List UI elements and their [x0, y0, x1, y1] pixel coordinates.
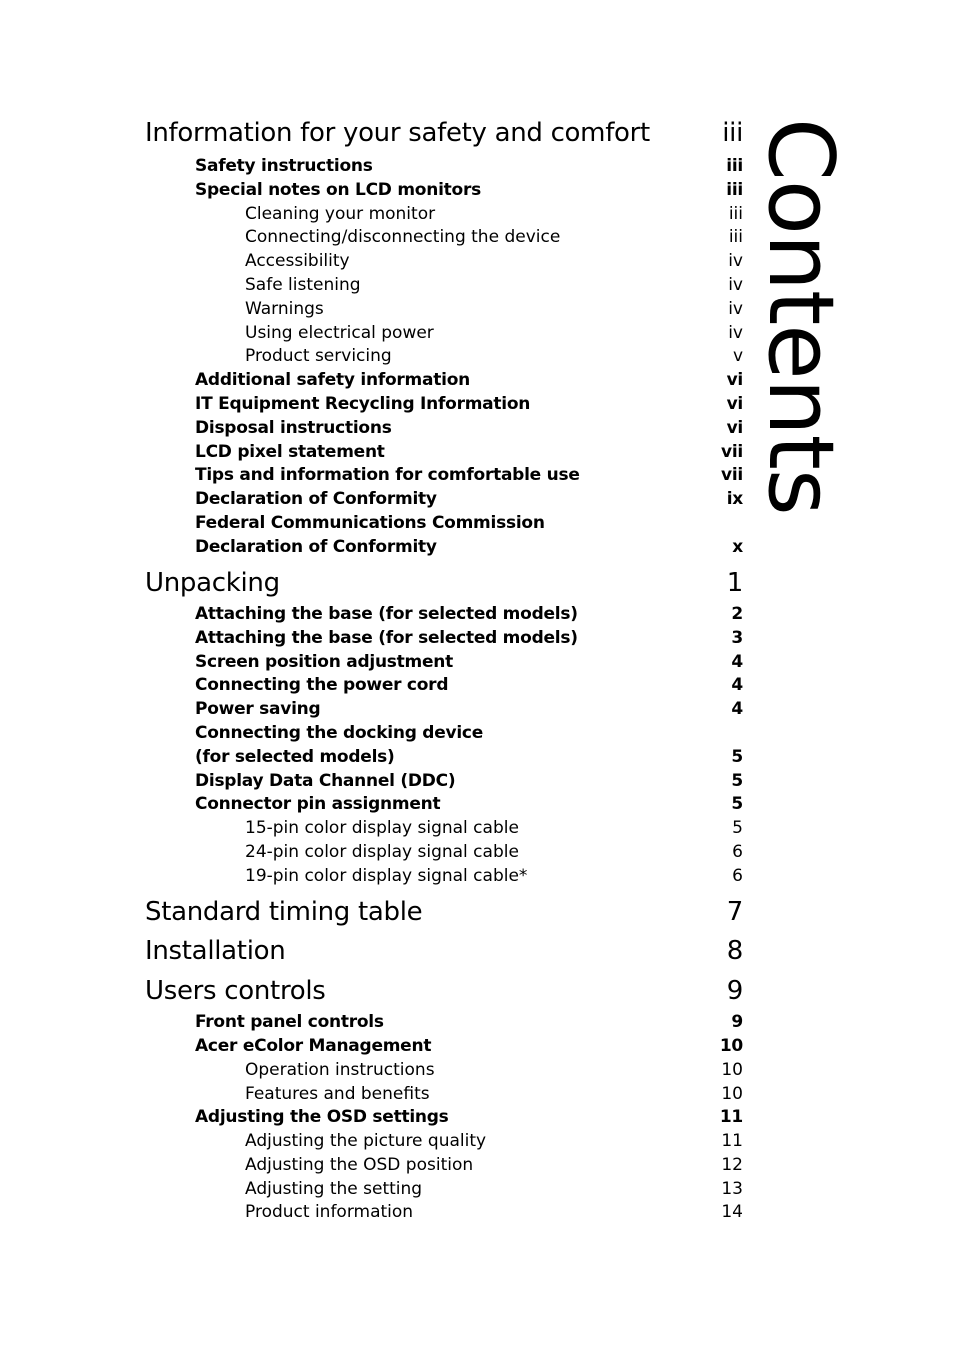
toc-chapter-page: 9: [726, 975, 743, 1006]
toc-section[interactable]: [145, 1011, 743, 1035]
toc-entry-page: 4: [731, 699, 743, 720]
toc-entry-page: vii: [721, 465, 743, 486]
toc-section[interactable]: [145, 179, 743, 203]
toc-chapter-title: Installation: [145, 936, 286, 967]
table-of-contents: [145, 114, 743, 1225]
toc-entry-title: Declaration of Conformity: [195, 489, 437, 510]
toc-section[interactable]: [145, 536, 743, 560]
toc-entry-page: iii: [728, 203, 743, 224]
toc-chapter-page: 1: [726, 567, 743, 598]
toc-entry-page: 10: [721, 1083, 743, 1104]
toc-entry-title: Attaching the base (for selected models): [195, 627, 578, 648]
toc-entry-page: 10: [721, 1059, 743, 1080]
toc-entry-title: Tips and information for comfortable use: [195, 465, 580, 486]
toc-section[interactable]: [145, 155, 743, 179]
toc-section[interactable]: [145, 793, 743, 817]
toc-entry-title: Attaching the base (for selected models): [195, 604, 578, 625]
toc-entry-title: Connector pin assignment: [195, 794, 441, 815]
toc-section[interactable]: [145, 770, 743, 794]
page-heading-contents: Contents: [748, 118, 853, 515]
toc-entry-page: 11: [721, 1131, 743, 1152]
toc-chapter[interactable]: [145, 564, 743, 604]
toc-chapter[interactable]: [145, 114, 743, 155]
toc-entry-title: Adjusting the OSD settings: [195, 1107, 449, 1128]
toc-entry-title: 19-pin color display signal cable*: [245, 865, 528, 886]
toc-subsection[interactable]: [145, 298, 743, 322]
toc-entry-page: 10: [719, 1035, 743, 1056]
toc-entry-page: 14: [721, 1202, 743, 1223]
toc-section[interactable]: [145, 674, 743, 698]
toc-chapter-page: 8: [726, 936, 743, 967]
toc-entry-page: iii: [726, 156, 743, 176]
toc-entry-page: 12: [721, 1154, 743, 1175]
toc-entry-title: Special notes on LCD monitors: [195, 179, 481, 200]
toc-entry-title: Display Data Channel (DDC): [195, 770, 456, 791]
toc-entry-title: Using electrical power: [245, 322, 434, 343]
toc-entry-page: 13: [721, 1178, 743, 1199]
toc-chapter-title: Users controls: [145, 975, 326, 1006]
toc-section[interactable]: [145, 722, 743, 746]
toc-entry-title: Connecting the docking device: [195, 723, 484, 744]
toc-section[interactable]: [145, 441, 743, 465]
toc-entry-title: Product information: [245, 1202, 414, 1223]
toc-subsection[interactable]: [145, 1083, 743, 1107]
toc-entry-title: Operation instructions: [245, 1059, 435, 1080]
toc-subsection[interactable]: [145, 841, 743, 865]
toc-entry-page: vi: [726, 370, 743, 391]
toc-subsection[interactable]: [145, 1201, 743, 1225]
toc-entry-page: 9: [731, 1012, 743, 1033]
toc-entry-title: Cleaning your monitor: [245, 203, 436, 224]
toc-section[interactable]: [145, 651, 743, 675]
toc-entry-page: iv: [728, 322, 743, 343]
toc-subsection[interactable]: [145, 1059, 743, 1083]
toc-entry-page: iii: [726, 179, 743, 200]
toc-entry-title: (for selected models): [195, 746, 395, 767]
toc-entry-title: Power saving: [195, 699, 321, 720]
toc-entry-title: Federal Communications Commission: [195, 512, 545, 533]
toc-entry-page: 5: [731, 794, 743, 815]
toc-section[interactable]: [145, 698, 743, 722]
toc-entry-page: 11: [719, 1107, 743, 1128]
toc-chapter-title: Unpacking: [145, 567, 280, 598]
toc-chapter-title: Information for your safety and comfort: [145, 118, 650, 148]
toc-section[interactable]: [145, 369, 743, 393]
toc-entry-title: Features and benefits: [245, 1083, 430, 1104]
toc-entry-title: 15-pin color display signal cable: [245, 818, 519, 839]
toc-entry-page: 4: [731, 675, 743, 696]
toc-subsection[interactable]: [145, 1154, 743, 1178]
toc-section[interactable]: [145, 1035, 743, 1059]
toc-chapter[interactable]: [145, 893, 743, 933]
toc-section[interactable]: [145, 603, 743, 627]
toc-entry-title: Disposal instructions: [195, 417, 392, 438]
toc-entry-page: 2: [731, 604, 743, 625]
toc-entry-title: Safety instructions: [195, 156, 373, 176]
toc-entry-page: vi: [726, 417, 743, 438]
toc-section[interactable]: [145, 464, 743, 488]
toc-chapter[interactable]: [145, 972, 743, 1012]
toc-entry-title: 24-pin color display signal cable: [245, 842, 519, 863]
toc-entry-page: iii: [728, 227, 743, 248]
toc-subsection[interactable]: [145, 1178, 743, 1202]
toc-entry-page: 5: [731, 746, 743, 767]
toc-entry-page: ix: [726, 489, 743, 510]
toc-section[interactable]: [145, 417, 743, 441]
toc-section[interactable]: [145, 1106, 743, 1130]
toc-entry-title: Connecting/disconnecting the device: [245, 227, 561, 248]
toc-subsection[interactable]: [145, 203, 743, 227]
toc-entry-title: Screen position adjustment: [195, 651, 454, 672]
toc-entry-page: iv: [728, 274, 743, 295]
toc-section[interactable]: [145, 488, 743, 512]
toc-entry-page: 5: [732, 818, 743, 839]
toc-section[interactable]: [145, 393, 743, 417]
toc-subsection[interactable]: [145, 817, 743, 841]
toc-entry-page: 4: [731, 651, 743, 672]
toc-entry-page: iv: [728, 298, 743, 319]
toc-section[interactable]: [145, 746, 743, 770]
toc-entry-page: iv: [728, 251, 743, 272]
toc-entry-title: Acer eColor Management: [195, 1035, 432, 1056]
toc-entry-title: Declaration of Conformity: [195, 536, 437, 557]
toc-subsection[interactable]: [145, 250, 743, 274]
toc-entry-page: v: [732, 346, 743, 367]
toc-chapter-page: 7: [726, 896, 743, 927]
toc-entry-title: LCD pixel statement: [195, 441, 385, 462]
toc-entry-page: 5: [731, 770, 743, 791]
toc-subsection[interactable]: [145, 865, 743, 889]
toc-chapter-page: iii: [722, 118, 743, 148]
toc-entry-title: Accessibility: [245, 251, 350, 272]
toc-section[interactable]: [145, 627, 743, 651]
toc-entry-title: Additional safety information: [195, 370, 470, 391]
toc-entry-title: Adjusting the OSD position: [245, 1154, 474, 1175]
toc-entry-page: 6: [732, 842, 743, 863]
toc-entry-title: Product servicing: [245, 346, 392, 367]
toc-entry-page: 3: [731, 627, 743, 648]
toc-entry-title: Safe listening: [245, 274, 361, 295]
toc-chapter[interactable]: [145, 932, 743, 972]
toc-subsection[interactable]: [145, 226, 743, 250]
toc-subsection[interactable]: [145, 274, 743, 298]
toc-entry-page: x: [732, 536, 743, 557]
toc-entry-title: Front panel controls: [195, 1012, 384, 1033]
toc-subsection[interactable]: [145, 345, 743, 369]
toc-entry-title: Adjusting the picture quality: [245, 1131, 487, 1152]
toc-section[interactable]: [145, 512, 743, 536]
toc-entry-page: 6: [732, 865, 743, 886]
toc-chapter-title: Standard timing table: [145, 896, 423, 927]
toc-entry-title: Adjusting the setting: [245, 1178, 423, 1199]
toc-entry-title: IT Equipment Recycling Information: [195, 393, 531, 414]
toc-subsection[interactable]: [145, 1130, 743, 1154]
toc-entry-title: Connecting the power cord: [195, 675, 449, 696]
toc-entry-title: Warnings: [245, 298, 324, 319]
toc-entry-page: vi: [726, 393, 743, 414]
toc-entry-page: vii: [721, 441, 743, 462]
toc-subsection[interactable]: [145, 322, 743, 346]
